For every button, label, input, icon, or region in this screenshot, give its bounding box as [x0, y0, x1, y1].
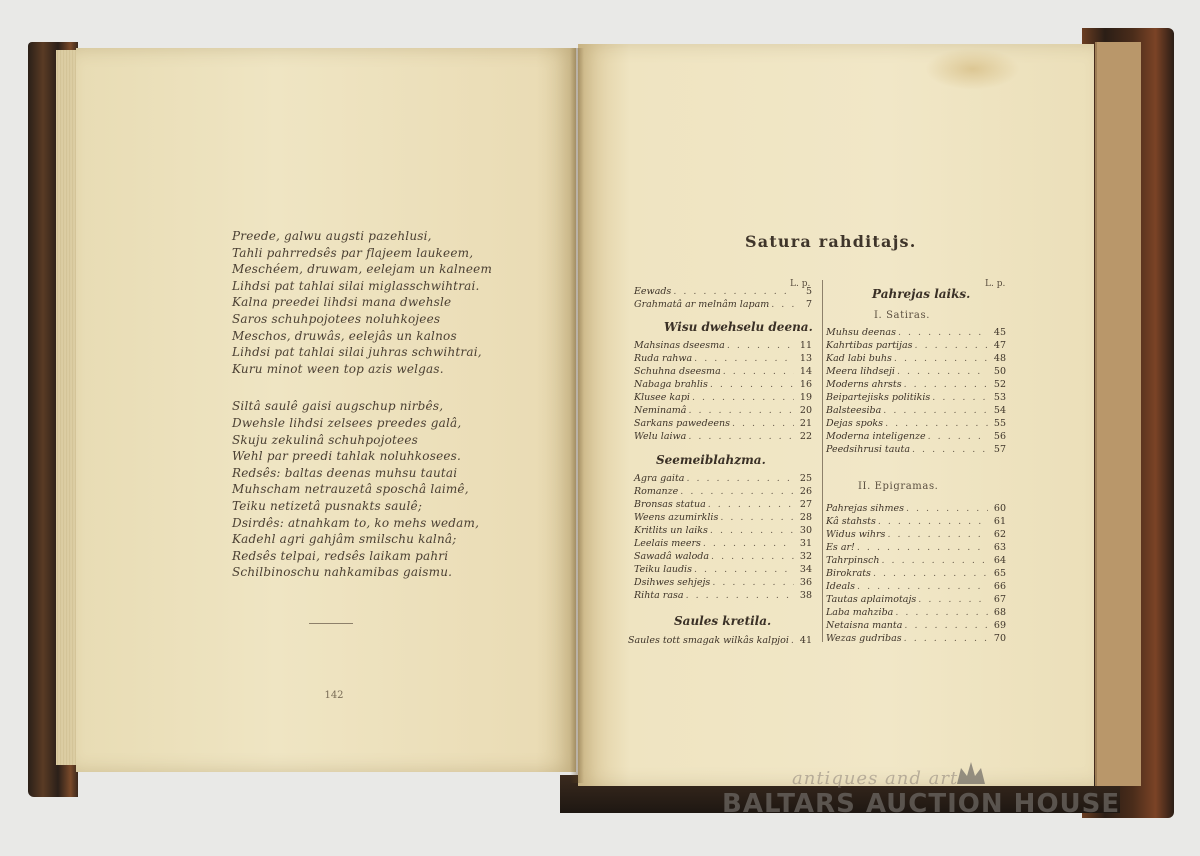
toc-entry-page: 22 — [799, 431, 812, 442]
toc-entry-page: 67 — [993, 594, 1006, 605]
toc-entry — [634, 340, 812, 353]
toc-dot-leader — [894, 353, 988, 364]
toc-entry-title: Moderns ahrsts — [826, 379, 902, 390]
toc-entry-title: Widus wihrs — [826, 529, 886, 540]
toc-section-heading: Saules kretila. — [674, 614, 772, 628]
toc-entry-page: 41 — [799, 635, 812, 646]
toc-dot-leader — [918, 594, 988, 605]
toc-entry — [826, 516, 1006, 529]
toc-entry-title: Pahrejas sihmes — [826, 503, 904, 514]
toc-dot-leader — [887, 529, 988, 540]
toc-entry — [634, 577, 812, 590]
toc-entry — [634, 299, 812, 312]
toc-entry-page: 11 — [799, 340, 812, 351]
toc-dot-leader — [932, 392, 988, 403]
toc-entry-page: 63 — [993, 542, 1006, 553]
toc-entry-page: 28 — [799, 512, 812, 523]
toc-entry — [826, 503, 1006, 516]
toc-title: Satura rahditajs. — [745, 232, 917, 251]
toc-entry-title: Ruda rahwa — [634, 353, 693, 364]
crown-icon — [953, 758, 989, 788]
toc-dot-leader — [883, 405, 988, 416]
toc-dot-leader — [694, 353, 794, 364]
toc-dot-leader — [904, 379, 988, 390]
toc-entry-page: 7 — [805, 299, 812, 310]
toc-entry — [826, 366, 1006, 379]
toc-entry-title: Meera lihdseji — [826, 366, 895, 377]
toc-entry-title: Sarkans pawedeens — [634, 418, 730, 429]
toc-dot-leader — [710, 525, 794, 536]
toc-entry — [826, 405, 1006, 418]
toc-entry-page: 53 — [993, 392, 1006, 403]
toc-entry — [634, 473, 812, 486]
toc-entry-title: Neminamâ — [634, 405, 687, 416]
toc-entry-page: 13 — [799, 353, 812, 364]
toc-section-heading: Wisu dwehselu deena. — [664, 320, 813, 334]
toc-entry — [634, 405, 812, 418]
toc-entry-title: Dejas spoks — [826, 418, 884, 429]
toc-entry — [634, 392, 812, 405]
toc-entry-title: Klusee kapi — [634, 392, 690, 403]
toc-entry-page: 19 — [799, 392, 812, 403]
toc-entry — [634, 286, 812, 299]
toc-entry — [826, 633, 1006, 646]
toc-dot-leader — [688, 405, 794, 416]
poem-line: Dwehsle lihdsi zelsees preedes galâ, — [232, 415, 462, 430]
toc-dot-leader — [712, 577, 794, 588]
toc-entry-title: Kritlits un laiks — [634, 525, 708, 536]
toc-entry-title: Tahrpinsch — [826, 555, 880, 566]
toc-entry-page: 65 — [993, 568, 1006, 579]
poem-line: Kuru minot ween top azis welgas. — [232, 361, 444, 376]
toc-entry — [826, 620, 1006, 633]
toc-entry-title: Eewads — [634, 286, 672, 297]
toc-dot-leader — [881, 555, 988, 566]
toc-entry-page: 61 — [993, 516, 1006, 527]
toc-dot-leader — [906, 503, 988, 514]
toc-entry-title: Teiku laudis — [634, 564, 692, 575]
toc-entry-page: 38 — [799, 590, 812, 601]
toc-entry-title: Netaisna manta — [826, 620, 903, 631]
toc-dot-leader — [692, 392, 794, 403]
toc-entry-page: 69 — [993, 620, 1006, 631]
toc-dot-leader — [791, 635, 794, 646]
toc-entry-page: 14 — [799, 366, 812, 377]
toc-entry-page: 66 — [993, 581, 1006, 592]
toc-entry-title: Sawadâ waloda — [634, 551, 710, 562]
toc-dot-leader — [895, 607, 988, 618]
toc-dot-leader — [897, 366, 988, 377]
toc-entry-title: Rihta rasa — [634, 590, 684, 601]
poem-line: Wehl par preedi tahlak noluhkosees. — [232, 449, 462, 464]
poem-line: Meschos, druwâs, eelejâs un kalnos — [232, 328, 457, 343]
toc-entry-page: 57 — [993, 444, 1006, 455]
toc-entry-page: 27 — [799, 499, 812, 510]
paper-stain — [925, 48, 1020, 90]
toc-entry-title: Kâ stahsts — [826, 516, 876, 527]
toc-entry-page: 64 — [993, 555, 1006, 566]
toc-entry-title: Mahsinas dseesma — [634, 340, 725, 351]
toc-entry-title: Laba mahziba — [826, 607, 894, 618]
toc-entry-title: Balsteesiba — [826, 405, 882, 416]
toc-entry-title: Agra gaita — [634, 473, 685, 484]
toc-entry-page: 68 — [993, 607, 1006, 618]
toc-entry-page: 70 — [993, 633, 1006, 644]
toc-entry-title: Muhsu deenas — [826, 327, 896, 338]
toc-entry — [826, 340, 1006, 353]
toc-entry-title: Weens azumirklis — [634, 512, 719, 523]
toc-entry-page: 47 — [993, 340, 1006, 351]
toc-dot-leader — [885, 418, 988, 429]
toc-entry — [634, 590, 812, 603]
toc-entry — [826, 594, 1006, 607]
toc-entry — [634, 551, 812, 564]
toc-entry — [634, 366, 812, 379]
toc-entry-title: Dsihwes sehjejs — [634, 577, 711, 588]
toc-entry-title: Peedsihrusi tauta — [826, 444, 910, 455]
poem-line: Schilbinoschu nahkamibas gaismu. — [232, 565, 453, 580]
toc-entry-page: 31 — [799, 538, 812, 549]
toc-entry-title: Birokrats — [826, 568, 871, 579]
toc-dot-leader — [857, 581, 988, 592]
toc-dot-leader — [878, 516, 988, 527]
poem-line: Skuju zekulinâ schuhpojotees — [232, 432, 418, 447]
toc-entry-title: Beipartejisks politikis — [826, 392, 931, 403]
toc-entry-page: 20 — [799, 405, 812, 416]
toc-entry — [826, 353, 1006, 366]
toc-subsection-label: I. Satiras. — [874, 310, 930, 321]
toc-entry — [634, 499, 812, 512]
toc-entry-page: 45 — [993, 327, 1006, 338]
toc-entry-page: 36 — [799, 577, 812, 588]
toc-entry-page: 55 — [993, 418, 1006, 429]
toc-dot-leader — [694, 564, 794, 575]
toc-entry-title: Welu laiwa — [634, 431, 687, 442]
toc-entry-page: 30 — [799, 525, 812, 536]
toc-dot-leader — [686, 473, 794, 484]
toc-entry — [826, 327, 1006, 340]
toc-dot-leader — [680, 486, 794, 497]
toc-entry-title: Leelais meers — [634, 538, 701, 549]
toc-entry — [634, 525, 812, 538]
toc-entry — [634, 353, 812, 366]
poem-line: Muhscham netrauzetâ sposchâ laimê, — [232, 482, 469, 497]
poem-line: Kalna preedei lihdsi mana dwehsle — [232, 295, 452, 310]
toc-section-heading: Pahrejas laiks. — [872, 287, 971, 301]
poem-line: Redsês: baltas deenas muhsu tautai — [232, 465, 458, 480]
toc-entry — [826, 542, 1006, 555]
toc-entry-title: Ideals — [826, 581, 856, 592]
toc-dot-leader — [710, 379, 794, 390]
toc-entry-page: 48 — [993, 353, 1006, 364]
toc-dot-leader — [686, 590, 794, 601]
toc-entry-page: 25 — [799, 473, 812, 484]
toc-entry-page: 32 — [799, 551, 812, 562]
toc-entry-page: 60 — [993, 503, 1006, 514]
toc-dot-leader — [928, 431, 988, 442]
toc-entry — [826, 392, 1006, 405]
toc-entry — [826, 418, 1006, 431]
toc-entry-title: Kad labi buhs — [826, 353, 892, 364]
toc-dot-leader — [727, 340, 794, 351]
toc-entry — [634, 486, 812, 499]
poem-line: Lihdsi pat tahlai silai juhras schwihtrai, — [232, 345, 482, 360]
poem — [232, 228, 562, 581]
poem-line: Dsirdês: atnahkam to, ko mehs wedam, — [232, 515, 480, 530]
toc-entry-page: 26 — [799, 486, 812, 497]
poem-line: Tahli pahrredsês par flajeem laukeem, — [232, 245, 474, 260]
poem-line: Lihdsi pat tahlai silai miglasschwihtrai. — [232, 278, 480, 293]
toc-entry — [826, 581, 1006, 594]
poem-line: Siltâ saulê gaisi augschup nirbês, — [232, 399, 444, 414]
stanza-gap — [232, 377, 562, 398]
toc-entry-title: Romanze — [634, 486, 679, 497]
divider-line — [309, 623, 353, 624]
toc-dot-leader — [723, 366, 794, 377]
toc-dot-leader — [688, 431, 794, 442]
watermark-logo: BALTARS AUCTION HOUSE — [722, 789, 1121, 819]
toc-dot-leader — [673, 286, 794, 297]
toc-entry-title: Es ar! — [826, 542, 855, 553]
toc-entry — [634, 431, 812, 444]
toc-entry-page: 5 — [805, 286, 812, 297]
toc-dot-leader — [732, 418, 794, 429]
toc-dot-leader — [720, 512, 794, 523]
toc-dot-leader — [915, 340, 988, 351]
poem-line: Meschéem, druwam, eelejam un kalneem — [232, 262, 493, 277]
endpaper-strip — [1095, 42, 1141, 786]
toc-entry — [634, 512, 812, 525]
toc-entry — [826, 607, 1006, 620]
toc-dot-leader — [873, 568, 988, 579]
toc-dot-leader — [708, 499, 794, 510]
watermark-tagline: antiques and art — [792, 768, 959, 789]
toc-entry-page: 50 — [993, 366, 1006, 377]
toc-entry — [826, 431, 1006, 444]
page-number: 142 — [324, 690, 344, 701]
poem-line: Saros schuhpojotees noluhkojees — [232, 311, 441, 326]
poem-line: Kadehl agri gahjâm smilschu kalnâ; — [232, 532, 457, 547]
poem-line: Preede, galwu augsti pazehlusi, — [232, 229, 432, 243]
toc-entry — [826, 444, 1006, 457]
toc-entry — [634, 418, 812, 431]
toc-dot-leader — [912, 444, 988, 455]
column-divider — [822, 280, 823, 642]
toc-entry-title: Grahmatâ ar melnâm lapam — [634, 299, 770, 310]
toc-entry — [826, 529, 1006, 542]
poem-line: Redsês telpai, redsês laikam pahri — [232, 548, 449, 563]
toc-entry-title: Bronsas statua — [634, 499, 706, 510]
toc-entry-page: 21 — [799, 418, 812, 429]
toc-entry — [634, 379, 812, 392]
toc-entry-page: 16 — [799, 379, 812, 390]
toc-dot-leader — [904, 633, 988, 644]
poem-line: Teiku netizetâ pusnakts saulê; — [232, 498, 423, 513]
toc-entry — [628, 635, 812, 648]
toc-entry-page: 34 — [799, 564, 812, 575]
toc-entry-title: Schuhna dseesma — [634, 366, 721, 377]
toc-dot-leader — [898, 327, 988, 338]
toc-entry — [634, 564, 812, 577]
toc-dot-leader — [711, 551, 794, 562]
page-column-label: L. p. — [985, 279, 1006, 289]
toc-entry-title: Tautas aplaimotajs — [826, 594, 917, 605]
toc-entry-page: 62 — [993, 529, 1006, 540]
toc-dot-leader — [904, 620, 988, 631]
page-column-label: L. p. — [790, 279, 811, 289]
toc-dot-leader — [703, 538, 794, 549]
toc-entry-title: Saules tott smagak wilkâs kalpjoi — [628, 635, 789, 646]
toc-dot-leader — [857, 542, 988, 553]
toc-entry-title: Nabaga brahlis — [634, 379, 708, 390]
toc-entry-title: Moderna inteligenze — [826, 431, 926, 442]
toc-entry — [826, 379, 1006, 392]
toc-section-heading: Seemeiblahzma. — [656, 453, 766, 467]
toc-entry — [826, 568, 1006, 581]
toc-entry-title: Kahrtibas partijas — [826, 340, 913, 351]
toc-dot-leader — [771, 299, 794, 310]
toc-subsection-label: II. Epigramas. — [858, 481, 939, 492]
toc-entry-page: 54 — [993, 405, 1006, 416]
toc-entry — [634, 538, 812, 551]
book-gutter — [570, 48, 584, 783]
toc-entry-page: 52 — [993, 379, 1006, 390]
toc-entry-title: Wezas gudribas — [826, 633, 902, 644]
toc-entry-page: 56 — [993, 431, 1006, 442]
toc-entry — [826, 555, 1006, 568]
